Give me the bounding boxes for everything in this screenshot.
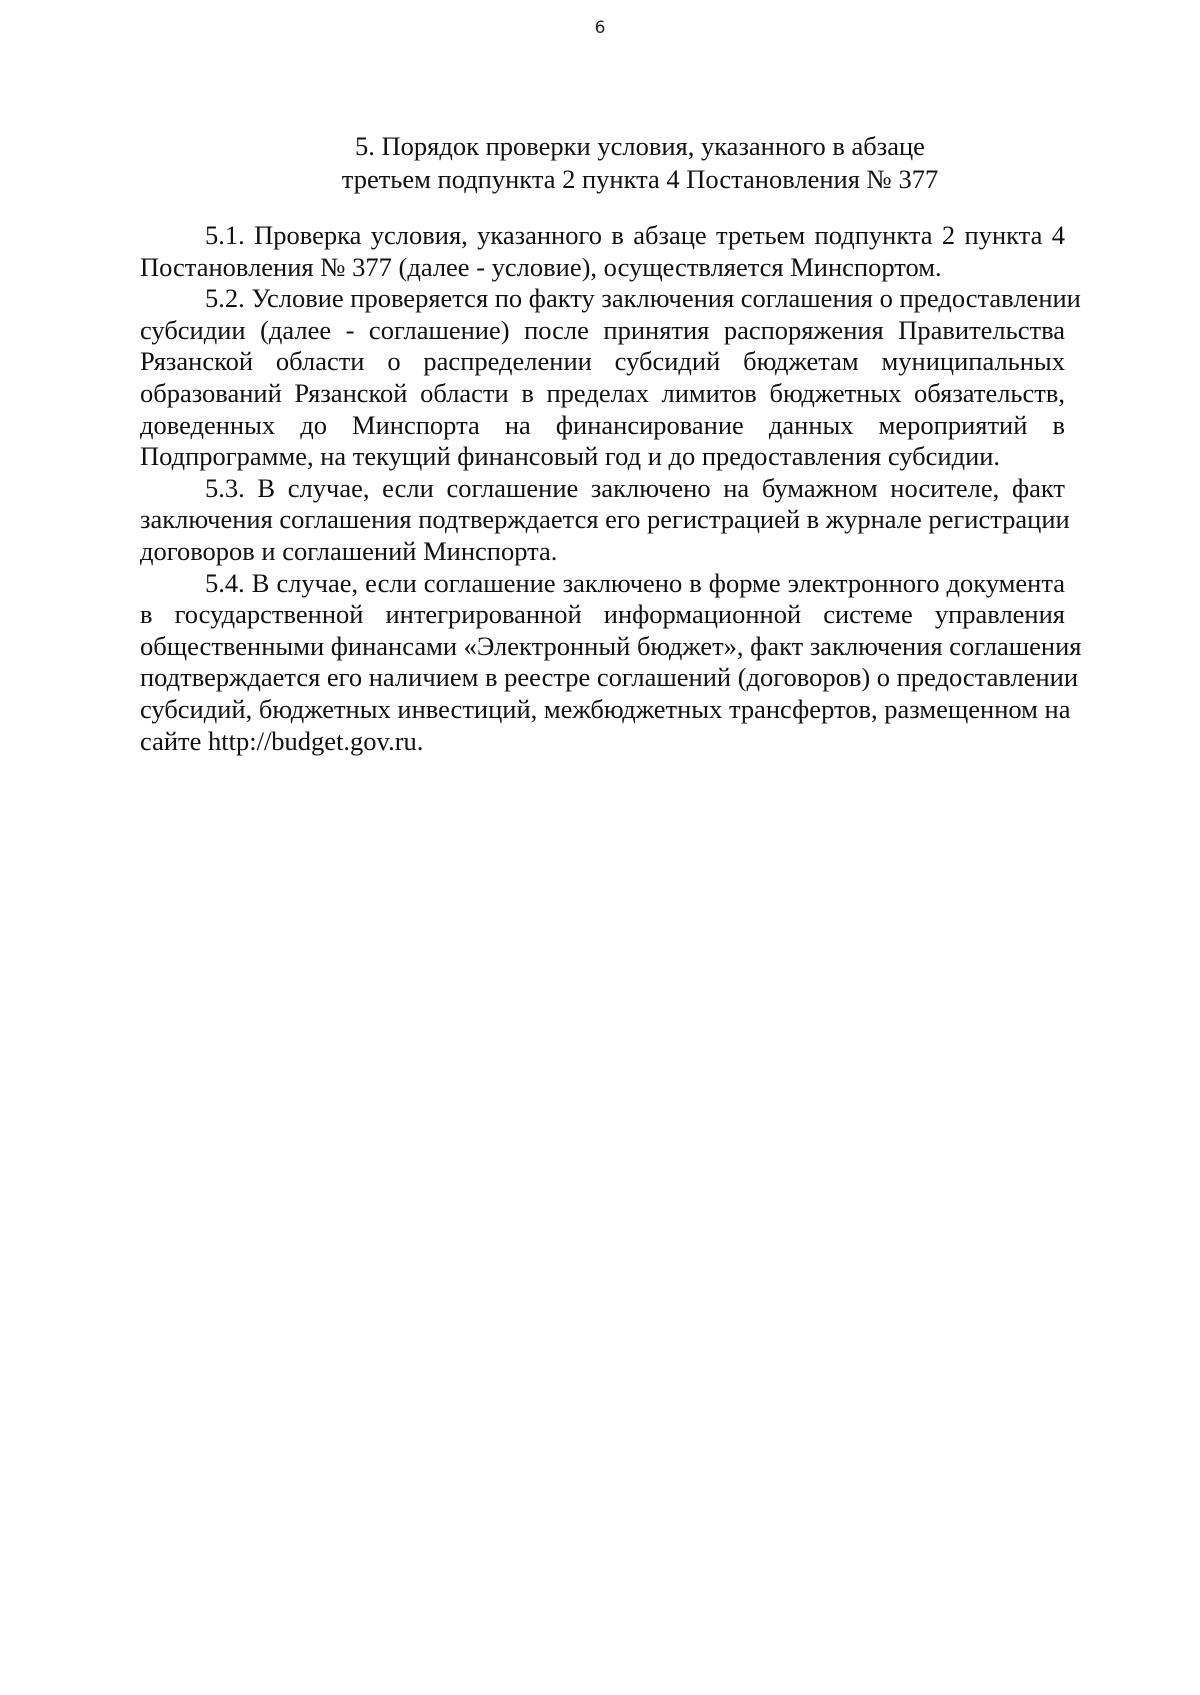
paragraph-line: 5.2. Условие проверяется по факту заключения соглашения о предоставлении xyxy=(205,283,1081,314)
paragraph-line: общественными финансами «Электронный бюджет», факт заключения соглашения xyxy=(140,630,1082,661)
paragraph-line: 5.3. В случае, если соглашение заключено на бумажном носителе, факт xyxy=(205,472,1065,503)
paragraph-5-4 xyxy=(140,567,1082,758)
section-heading-line-1: 5. Порядок проверки условия, указанного в абзаце xyxy=(355,131,925,161)
paragraph-5-3 xyxy=(140,472,1070,568)
paragraph-line: в государственной интегрированной информационной системе управления xyxy=(140,599,1065,630)
paragraph-line: заключения соглашения подтверждается его регистрацией в журнале регистрации xyxy=(140,504,1070,535)
section-heading-line-2: третьем подпункта 2 пункта 4 Постановления № 377 xyxy=(341,164,939,194)
paragraph-line: сайте http://budget.gov.ru. xyxy=(140,725,424,756)
paragraph-line: образований Рязанской области в пределах лимитов бюджетных обязательств, xyxy=(140,377,1065,408)
paragraph-line: договоров и соглашений Минспорта. xyxy=(140,535,558,566)
paragraph-line: Рязанской области о распределении субсидий бюджетам муниципальных xyxy=(140,346,1065,377)
paragraph-line: доведенных до Минспорта на финансирование данных мероприятий в xyxy=(140,409,1065,440)
paragraph-line: подтверждается его наличием в реестре соглашений (договоров) о предоставлении xyxy=(140,662,1079,693)
section-body xyxy=(140,220,1082,757)
section-heading xyxy=(330,130,950,196)
paragraph-5-2 xyxy=(140,283,1081,473)
page-number: 6 xyxy=(594,18,606,38)
paragraph-line: Постановления № 377 (далее - условие), осуществляется Минспортом. xyxy=(140,251,942,282)
paragraph-line: 5.4. В случае, если соглашение заключено в форме электронного документа xyxy=(205,567,1065,598)
paragraph-line: 5.1. Проверка условия, указанного в абзаце третьем подпункта 2 пункта 4 xyxy=(205,220,1065,250)
paragraph-line: субсидии (далее - соглашение) после принятия распоряжения Правительства xyxy=(140,314,1065,345)
paragraph-line: Подпрограмме, на текущий финансовый год и до предоставления субсидии. xyxy=(140,441,1001,472)
paragraph-line: субсидий, бюджетных инвестиций, межбюджетных трансфертов, размещенном на xyxy=(140,693,1071,724)
paragraph-5-1 xyxy=(140,220,1065,283)
